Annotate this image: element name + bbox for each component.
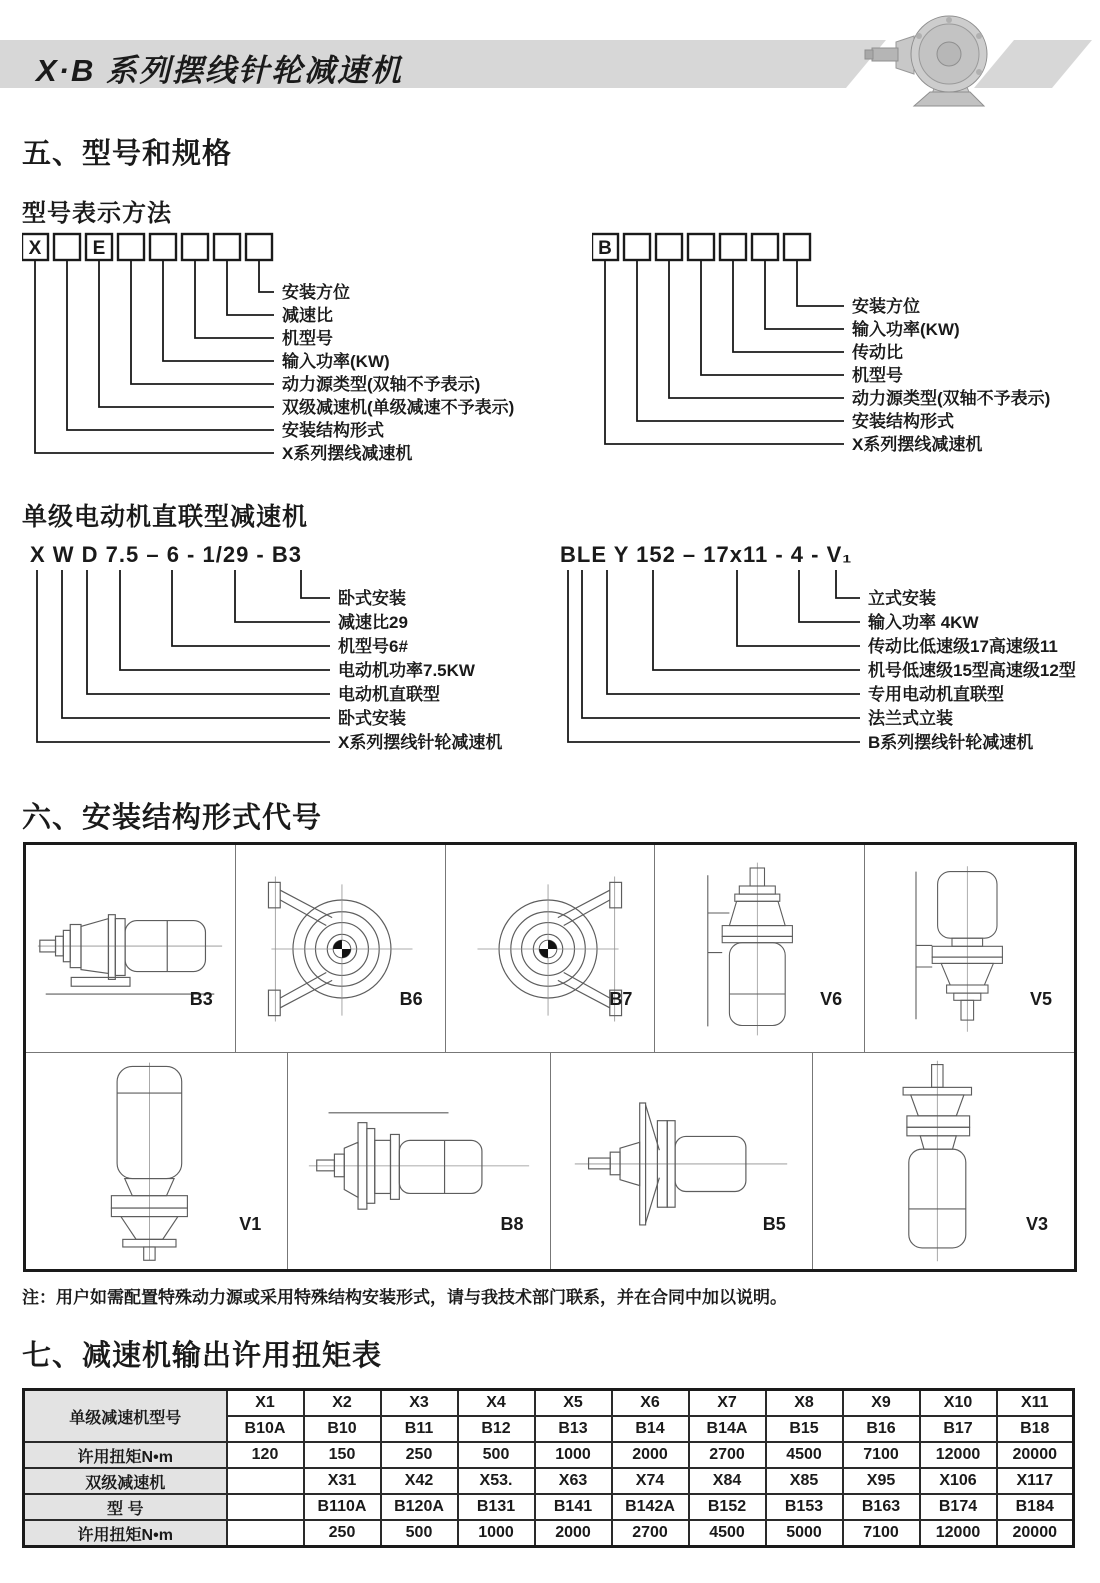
table-cell: B13 [535, 1416, 612, 1442]
table-cell: B184 [997, 1494, 1074, 1520]
table-cell: 4500 [766, 1442, 843, 1468]
table-cell: B152 [689, 1494, 766, 1520]
diagram-label: 机型号6# [338, 637, 408, 656]
diagram-label: 机号低速级15型高速级12型 [868, 661, 1076, 680]
diagram-label: 双级减速机(单级减速不予表示) [282, 398, 515, 417]
v5-drawing [880, 853, 1060, 1045]
mount-cell-v5 [865, 845, 1074, 1052]
xwd-model-string: X W D 7.5 – 6 - 1/29 - B3 [30, 542, 302, 567]
table-cell: 4500 [689, 1520, 766, 1547]
table-cell: X6 [612, 1390, 689, 1417]
table-cell: 20000 [997, 1520, 1074, 1547]
table-cell: 1000 [535, 1442, 612, 1468]
table-cell: X3 [381, 1390, 458, 1417]
table-row-x-double [24, 1468, 1074, 1494]
mount-code-label: B8 [500, 1214, 524, 1234]
table-cell [227, 1468, 304, 1494]
table-cell: B12 [458, 1416, 535, 1442]
table-cell: B14A [689, 1416, 766, 1442]
b-code-letter-b: B [598, 238, 612, 259]
ble-model-string: BLE Y 152 – 17x11 - 4 - V₁ [560, 542, 853, 567]
mount-code-label: V3 [1025, 1214, 1048, 1234]
diagram-label: 安装方位 [852, 297, 920, 316]
table-cell: X8 [766, 1390, 843, 1417]
table-cell: 120 [227, 1442, 304, 1468]
table-row-torque-double [24, 1520, 1074, 1547]
table-cell: 150 [304, 1442, 381, 1468]
table-cell: 250 [304, 1520, 381, 1547]
table-cell: X95 [843, 1468, 920, 1494]
diagram-label: 安装方位 [282, 283, 350, 302]
reducer-product-photo [852, 8, 1004, 120]
mounting-row-2 [26, 1052, 1074, 1269]
mount-code-label: V1 [239, 1214, 262, 1234]
diagram-label: 传动比 [852, 343, 903, 362]
diagram-label: 专用电动机直联型 [868, 685, 1004, 704]
diagram-label: 输入功率(KW) [852, 320, 960, 339]
table-cell: X74 [612, 1468, 689, 1494]
mount-code-label: B5 [762, 1214, 786, 1234]
table-cell: 2700 [689, 1442, 766, 1468]
table-row-b-double [24, 1494, 1074, 1520]
diagram-label: 安装结构形式 [852, 412, 954, 431]
table-cell: B16 [843, 1416, 920, 1442]
table-cell: X42 [381, 1468, 458, 1494]
table-cell: B174 [920, 1494, 997, 1520]
x-code-diagram [22, 228, 570, 473]
table-cell: B141 [535, 1494, 612, 1520]
table-cell: B10A [227, 1416, 304, 1442]
mount-cell-b7 [446, 845, 656, 1052]
section5-title: 五、型号和规格 [22, 138, 233, 170]
mount-cell-v3 [813, 1053, 1074, 1269]
b-code-diagram [592, 228, 1097, 473]
table-cell: B10 [304, 1416, 381, 1442]
row-header-single-model: 单级减速机型号 [24, 1390, 227, 1443]
mount-cell-b5 [551, 1053, 813, 1269]
table-cell: 12000 [920, 1442, 997, 1468]
section6-title: 六、安装结构形式代号 [22, 802, 323, 834]
diagram-label: 卧式安装 [338, 709, 406, 728]
mount-cell-b3 [26, 845, 236, 1052]
table-cell: X5 [535, 1390, 612, 1417]
diagram-label: 动力源类型(双轴不予表示) [282, 375, 481, 394]
table-cell: B11 [381, 1416, 458, 1442]
row-header-model: 型 号 [24, 1494, 227, 1520]
section7-title: 七、减速机输出许用扭矩表 [22, 1340, 383, 1372]
mount-cell-b6 [236, 845, 446, 1052]
diagram-label: 机型号 [282, 329, 333, 348]
diagram-label: 减速比 [282, 306, 333, 325]
table-cell: 7100 [843, 1520, 920, 1547]
table-cell: X9 [843, 1390, 920, 1417]
table-cell: X4 [458, 1390, 535, 1417]
table-cell: X7 [689, 1390, 766, 1417]
table-cell: 7100 [843, 1442, 920, 1468]
special-config-note: 注：用户如需配置特殊动力源或采用特殊结构安装形式，请与我技术部门联系，并在合同中加以说明。 [22, 1288, 787, 1307]
diagram-label: X系列摆线减速机 [282, 444, 413, 463]
table-cell: B15 [766, 1416, 843, 1442]
ble-example-diagram [560, 540, 1090, 765]
diagram-label: 电动机直联型 [338, 685, 440, 704]
table-cell [227, 1494, 304, 1520]
mount-cell-b8 [288, 1053, 550, 1269]
page-title: X·B 系列摆线针轮减速机 [36, 53, 403, 88]
diagram-label: 安装结构形式 [282, 421, 384, 440]
table-cell: 2000 [535, 1520, 612, 1547]
table-cell: 500 [458, 1442, 535, 1468]
torque-table [22, 1388, 1075, 1548]
mount-cell-v6 [655, 845, 865, 1052]
table-cell: 12000 [920, 1520, 997, 1547]
table-cell: B163 [843, 1494, 920, 1520]
row-header-torque1: 许用扭矩N•m [24, 1442, 227, 1468]
mounting-row-1 [26, 845, 1074, 1052]
table-cell: 20000 [997, 1442, 1074, 1468]
table-cell: X2 [304, 1390, 381, 1417]
table-cell: X11 [997, 1390, 1074, 1417]
row-header-double-model: 双级减速机 [24, 1468, 227, 1494]
mount-code-label: B6 [399, 989, 423, 1009]
row-header-torque2: 许用扭矩N•m [24, 1520, 227, 1547]
table-cell: X85 [766, 1468, 843, 1494]
table-cell: X63 [535, 1468, 612, 1494]
mount-code-label: B7 [609, 989, 633, 1009]
table-cell: B131 [458, 1494, 535, 1520]
table-row-x-models [24, 1390, 1074, 1417]
table-cell [227, 1520, 304, 1547]
mount-code-label: V6 [820, 989, 843, 1009]
table-cell: X84 [689, 1468, 766, 1494]
table-row-torque-single [24, 1442, 1074, 1468]
table-cell: X31 [304, 1468, 381, 1494]
diagram-label: 动力源类型(双轴不予表示) [852, 389, 1051, 408]
table-cell: X117 [997, 1468, 1074, 1494]
mount-code-label: V5 [1029, 989, 1052, 1009]
diagram-label: X系列摆线针轮减速机 [338, 733, 503, 752]
diagram-label: 卧式安装 [338, 589, 406, 608]
diagram-label: 法兰式立装 [868, 709, 953, 728]
xwd-example-diagram [30, 540, 540, 765]
x-code-letter-e: E [92, 238, 106, 259]
table-cell: X106 [920, 1468, 997, 1494]
table-cell: X10 [920, 1390, 997, 1417]
table-cell: 2000 [612, 1442, 689, 1468]
table-cell: 2700 [612, 1520, 689, 1547]
table-cell: 250 [381, 1442, 458, 1468]
table-cell: B14 [612, 1416, 689, 1442]
table-cell: X53. [458, 1468, 535, 1494]
diagram-label: B系列摆线针轮减速机 [868, 733, 1034, 752]
table-cell: B153 [766, 1494, 843, 1520]
diagram-label: 机型号 [852, 366, 903, 385]
diagram-label: 输入功率(KW) [282, 352, 390, 371]
v1-drawing [62, 1056, 252, 1266]
table-cell: B18 [997, 1416, 1074, 1442]
diagram-label: 减速比29 [338, 613, 408, 632]
table-cell: B142A [612, 1494, 689, 1520]
model-method-subtitle: 型号表示方法 [22, 200, 172, 227]
x-code-letter-x: X [28, 238, 42, 259]
mounting-forms-box [23, 842, 1077, 1272]
table-cell: B110A [304, 1494, 381, 1520]
table-cell: X1 [227, 1390, 304, 1417]
diagram-label: 立式安装 [868, 589, 936, 608]
table-cell: 5000 [766, 1520, 843, 1547]
diagram-label: 输入功率 4KW [868, 613, 979, 632]
mount-cell-v1 [26, 1053, 288, 1269]
mount-code-label: B3 [189, 989, 213, 1009]
v3-drawing [848, 1056, 1038, 1266]
diagram-label: X系列摆线减速机 [852, 435, 983, 454]
diagram-label: 传动比低速级17高速级11 [868, 637, 1058, 656]
table-cell: 1000 [458, 1520, 535, 1547]
diagram-label: 电动机功率7.5KW [338, 661, 475, 680]
table-cell: 500 [381, 1520, 458, 1547]
single-direct-title: 单级电动机直联型减速机 [22, 503, 309, 531]
table-cell: B120A [381, 1494, 458, 1520]
table-cell: B17 [920, 1416, 997, 1442]
v6-drawing [670, 851, 850, 1047]
